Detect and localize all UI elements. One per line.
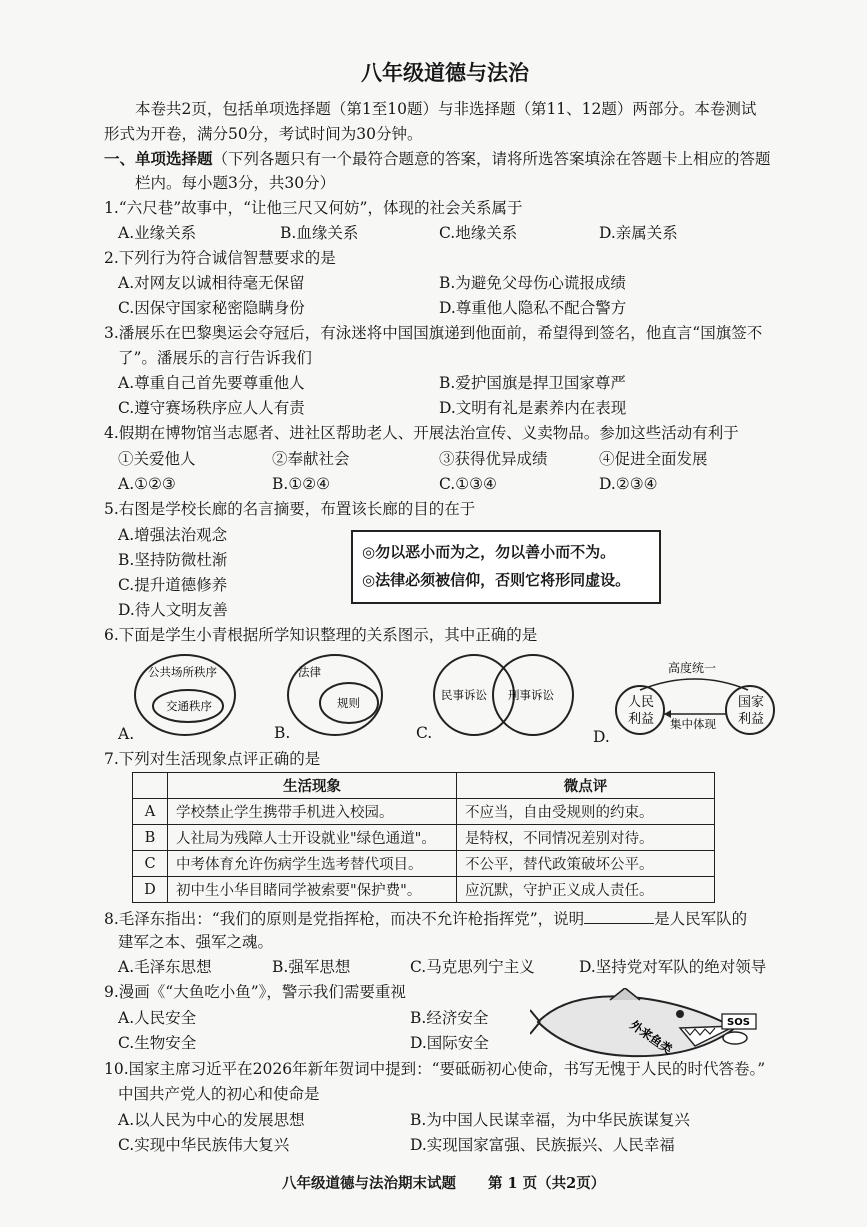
q1-option-c: C.地缘关系 <box>439 224 518 242</box>
q6-diagram-c <box>434 655 573 735</box>
q7-row-key: D <box>133 877 168 903</box>
q8-option-d: D.坚持党对军队的绝对领导 <box>579 958 767 976</box>
diagram-d-bottom-label: 集中体现 <box>670 717 716 731</box>
q7-row-comment: 是特权，不同情况差别对待。 <box>457 825 715 851</box>
cartoon-sos: SOS <box>727 1017 750 1028</box>
q8-stem-2: 建军之本、强军之魂。 <box>118 933 274 951</box>
q3-stem: 3.潘展乐在巴黎奥运会夺冠后，有泳迷将中国国旗递到他面前，希望得到签名，他直言“国旗签不 <box>104 324 763 342</box>
diagram-d-right-label-2: 利益 <box>738 712 765 727</box>
q5-quote-2: ◎法律必须被信仰，否则它将形同虚设。 <box>362 571 631 589</box>
section1-instruction-2: 栏内。每小题3分，共30分） <box>135 174 336 192</box>
q3-option-d: D.文明有礼是素养内在表现 <box>439 399 627 417</box>
q9-option-b: B.经济安全 <box>410 1009 489 1027</box>
footer-page-number: 第 1 页（共2页） <box>488 1175 606 1192</box>
q4-option-b: B.①②④ <box>272 475 331 493</box>
q5-stem: 5.右图是学校长廊的名言摘要，布置该长廊的目的在于 <box>104 500 476 518</box>
q8-stem-end: 是人民军队的 <box>654 910 748 928</box>
q6-option-b: B. <box>274 724 291 742</box>
q7-row-phenomenon: 人社局为残障人士开设就业"绿色通道"。 <box>168 825 457 851</box>
section1-instructions <box>104 151 771 168</box>
table-row <box>133 851 715 877</box>
q2-stem: 2.下列行为符合诚信智慧要求的是 <box>104 249 336 267</box>
table-row <box>133 877 715 903</box>
q4-option-c: C.①③④ <box>439 475 497 493</box>
q3-stem-2: 了”。潘展乐的言行告诉我们 <box>118 349 312 367</box>
q1-option-a: A.业缘关系 <box>118 224 197 242</box>
q10-option-a: A.以人民为中心的发展思想 <box>118 1111 305 1129</box>
q6-option-d: D. <box>593 728 610 746</box>
q4-item-3: ③获得优异成绩 <box>439 450 548 468</box>
q9-option-a: A.人民安全 <box>118 1009 197 1027</box>
q1-option-b: B.血缘关系 <box>280 224 359 242</box>
q8-stem-start: 8.毛泽东指出：“我们的原则是党指挥枪，而决不允许枪指挥党”，说明 <box>104 910 585 928</box>
diagram-d-left-label-2: 利益 <box>628 712 655 727</box>
q8-answer-blank <box>584 910 654 924</box>
q4-option-a: A.①②③ <box>118 475 176 493</box>
q4-item-4: ④促进全面发展 <box>599 450 708 468</box>
q9-option-c: C.生物安全 <box>118 1034 197 1052</box>
q8-option-c: C.马克思列宁主义 <box>410 958 535 976</box>
q10-option-c: C.实现中华民族伟大复兴 <box>118 1136 290 1154</box>
q8-stem <box>104 910 747 928</box>
q7-table-header <box>133 773 715 799</box>
q7-row-comment: 不公平，替代政策破坏公平。 <box>457 851 715 877</box>
q7-row-key: A <box>133 799 168 825</box>
q9-option-d: D.国际安全 <box>410 1034 489 1052</box>
q6-diagram-d <box>616 660 774 734</box>
diagram-b-inner-label: 规则 <box>337 696 360 710</box>
q7-row-key: B <box>133 825 168 851</box>
q5-option-c: C.提升道德修养 <box>118 576 228 594</box>
diagram-d-left-label-1: 人民 <box>628 695 655 710</box>
q1-stem: 1.“六尺巷”故事中，“让他三尺又何妨”，体现的社会关系属于 <box>104 199 523 217</box>
q7-row-phenomenon: 中考体育允许伤病学生选考替代项目。 <box>168 851 457 877</box>
q5-option-a: A.增强法治观念 <box>118 526 228 544</box>
q4-option-d: D.②③④ <box>599 475 658 493</box>
q7-row-comment: 不应当，自由受规则的约束。 <box>457 799 715 825</box>
q10-stem: 10.国家主席习近平在2026年新年贺词中提到：“要砥砺初心使命，书写无愧于人民的时代答卷。” <box>104 1060 766 1078</box>
q2-option-a: A.对网友以诚相待毫无保留 <box>118 274 305 292</box>
q10-option-b: B.为中国人民谋幸福，为中华民族谋复兴 <box>410 1111 690 1129</box>
diagram-a-outer-label: 公共场所秩序 <box>148 665 217 679</box>
q3-option-b: B.爱护国旗是捍卫国家尊严 <box>439 374 626 392</box>
page-title: 八年级道德与法治 <box>361 60 529 85</box>
q2-option-d: D.尊重他人隐私不配合警方 <box>439 299 627 317</box>
q7-row-phenomenon: 学校禁止学生携带手机进入校园。 <box>168 799 457 825</box>
q6-option-a: A. <box>118 725 135 743</box>
intro-line-2: 形式为开卷，满分50分，考试时间为30分钟。 <box>104 125 423 143</box>
q7-table <box>132 772 715 903</box>
q7-header-key <box>133 773 168 799</box>
diagram-d-right-label-1: 国家 <box>738 695 765 710</box>
q7-header-comment: 微点评 <box>457 773 715 799</box>
q6-diagram-b <box>288 655 382 735</box>
q7-header-phenomenon: 生活现象 <box>168 773 457 799</box>
big-fish-fin <box>610 988 640 1000</box>
q8-option-b: B.强军思想 <box>272 958 351 976</box>
diagram-a-inner-label: 交通秩序 <box>166 699 212 713</box>
q7-row-key: C <box>133 851 168 877</box>
q9-stem: 9.漫画《“大鱼吃小鱼”》，警示我们需要重视 <box>104 983 406 1001</box>
q3-option-a: A.尊重自己首先要尊重他人 <box>118 374 305 392</box>
q2-option-b: B.为避免父母伤心谎报成绩 <box>439 274 626 292</box>
table-row <box>133 799 715 825</box>
diagram-b-outer-label: 法律 <box>298 665 321 679</box>
q5-quote-1: ◎勿以恶小而为之，勿以善小而不为。 <box>362 543 616 561</box>
q4-item-1: ①关爱他人 <box>118 450 196 468</box>
section1-instruction: （下列各题只有一个最符合题意的答案，请将所选答案填涂在答题卡上相应的答题 <box>212 150 771 168</box>
q9-cartoon <box>530 988 760 1064</box>
intro-line-1: 本卷共2页，包括单项选择题（第1至10题）与非选择题（第11、12题）两部分。本卷测试 <box>135 100 757 118</box>
q7-row-comment: 应沉默，守护正义成人责任。 <box>457 877 715 903</box>
q6-stem: 6.下面是学生小青根据所学知识整理的关系图示，其中正确的是 <box>104 626 538 644</box>
q10-stem-2: 中国共产党人的初心和使命是 <box>118 1085 320 1103</box>
section1-heading: 一、单项选择题 <box>104 149 213 168</box>
q6-option-c: C. <box>416 724 433 742</box>
q5-option-b: B.坚持防微杜渐 <box>118 551 228 569</box>
big-fish-eye <box>676 1010 684 1018</box>
q5-option-d: D.待人文明友善 <box>118 601 228 619</box>
q1-option-d: D.亲属关系 <box>599 224 678 242</box>
diagram-c-right-label: 刑事诉讼 <box>508 688 554 702</box>
diagram-d-top-arc <box>640 679 748 690</box>
small-fish <box>723 1032 747 1044</box>
q4-item-2: ②奉献社会 <box>272 450 350 468</box>
q2-option-c: C.因保守国家秘密隐瞒身份 <box>118 299 305 317</box>
q6-diagram-a <box>135 655 235 735</box>
diagram-d-top-label: 高度统一 <box>668 661 717 675</box>
cartoon-fish-label: 外来鱼类 <box>627 1017 675 1057</box>
q5-quote-box <box>351 530 661 604</box>
q7-row-phenomenon: 初中生小华目睹同学被索要"保护费"。 <box>168 877 457 903</box>
diagram-c-left-label: 民事诉讼 <box>441 688 487 702</box>
q7-stem: 7.下列对生活现象点评正确的是 <box>104 750 321 768</box>
q8-option-a: A.毛泽东思想 <box>118 958 212 976</box>
footer-title: 八年级道德与法治期末试题 <box>282 1175 456 1192</box>
q4-stem: 4.假期在博物馆当志愿者、进社区帮助老人、开展法治宣传、义卖物品。参加这些活动有利于 <box>104 424 739 442</box>
q10-option-d: D.实现国家富强、民族振兴、人民幸福 <box>410 1136 675 1154</box>
table-row <box>133 825 715 851</box>
q3-option-c: C.遵守赛场秩序应人人有责 <box>118 399 305 417</box>
